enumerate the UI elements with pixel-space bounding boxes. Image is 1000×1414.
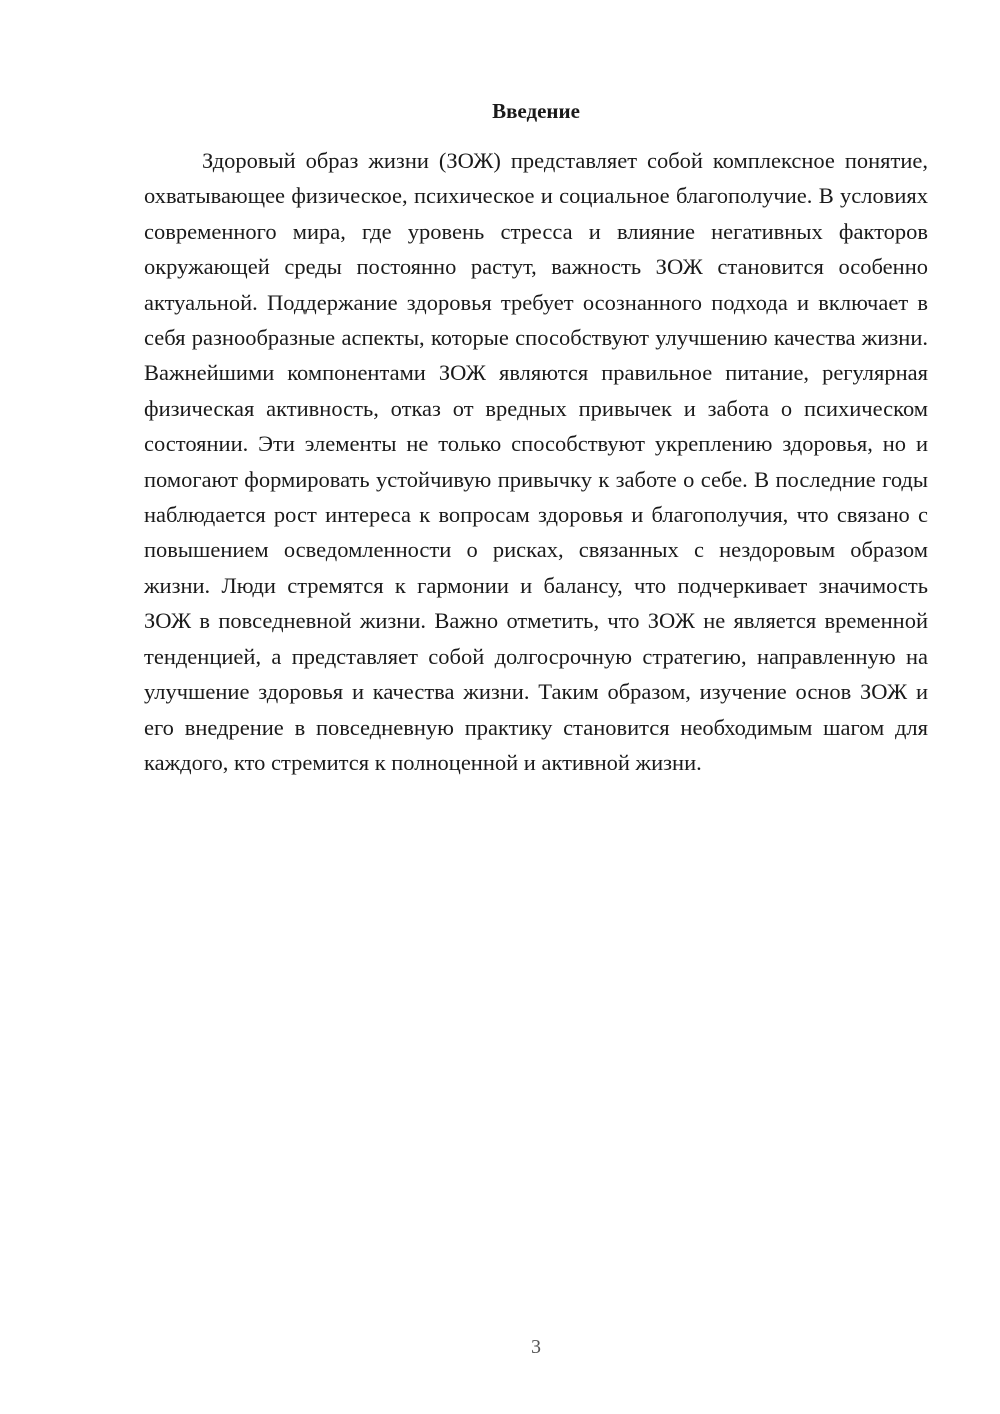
body-paragraph: Здоровый образ жизни (ЗОЖ) представляет собой комплексное понятие, охватывающее физическое, психическое и социальное благополучие. В условиях современного мира, где уровень стресса и влияние негативных факторов окружающей среды постоянно растут, важность ЗОЖ становится особенно актуальной. Поддержание здоровья требует осознанного подхода и включает в себя разнообразные аспекты, которые способствуют улучшению качества жизни. Важнейшими компонентами ЗОЖ являются правильное питание, регулярная физическая активность, отказ от вредных привычек и забота о психическом состоянии. Эти элементы не только способствуют укреплению здоровья, но и помогают формировать устойчивую привычку к заботе о себе. В последние годы наблюдается рост интереса к вопросам здоровья и благополучия, что связано с повышением осведомленности о рисках, связанных с нездоровым образом жизни. Люди стремятся к гармонии и балансу, что подчеркивает значимость ЗОЖ в повседневной жизни. Важно отметить, что ЗОЖ не является временной тенденцией, а представляет собой долгосрочную стратегию, направленную на улучшение здоровья и качества жизни. Таким образом, изучение основ ЗОЖ и его внедрение в повседневную практику становится необходимым шагом для каждого, кто стремится к полноценной и активной жизни. bbox=[144, 148, 928, 775]
page-number: 3 bbox=[531, 1336, 541, 1358]
section-heading: Введение bbox=[492, 99, 580, 123]
